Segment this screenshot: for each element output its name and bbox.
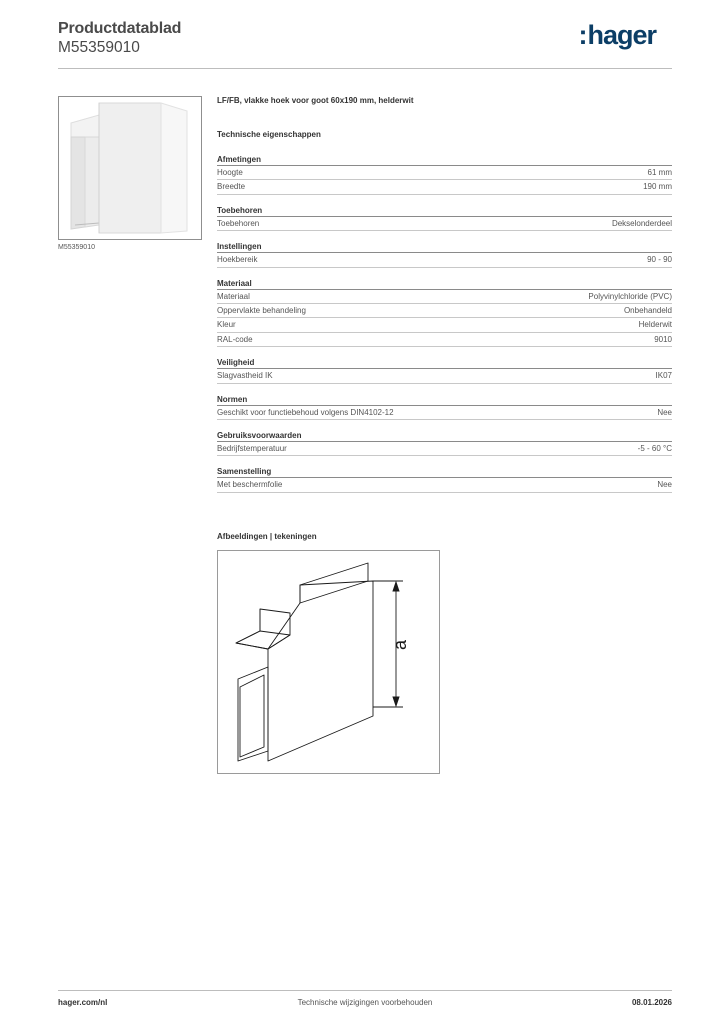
property-label: Geschikt voor functiebehoud volgens DIN4102-12 xyxy=(217,407,394,417)
property-row xyxy=(217,442,672,456)
property-row xyxy=(217,253,672,267)
property-label: RAL-code xyxy=(217,334,253,344)
section-afmetingen xyxy=(217,154,672,195)
section-title: Instellingen xyxy=(217,241,672,253)
property-row xyxy=(217,478,672,492)
hager-logo xyxy=(578,20,656,51)
property-value: -5 - 60 °C xyxy=(637,443,672,453)
section-title: Samenstelling xyxy=(217,466,672,478)
product-details xyxy=(217,96,672,493)
property-value: 90 - 90 xyxy=(647,255,672,265)
page-header xyxy=(58,20,672,68)
footer-date: 08.01.2026 xyxy=(631,998,672,1007)
property-label: Met beschermfolie xyxy=(217,480,283,490)
property-value: IK07 xyxy=(655,371,672,381)
corner-drawing-icon xyxy=(218,551,439,773)
product-description: LF/FB, vlakke hoek voor goot 60x190 mm, helderwit xyxy=(217,96,414,105)
property-value: Onbehandeld xyxy=(623,305,672,315)
property-label: Bedrijfstemperatuur xyxy=(217,443,287,453)
logo-text: hager xyxy=(587,20,656,50)
property-value: Nee xyxy=(657,407,672,417)
section-title: Normen xyxy=(217,394,672,406)
property-value: Dekselonderdeel xyxy=(611,218,672,228)
section-title: Afmetingen xyxy=(217,154,672,166)
property-label: Hoekbereik xyxy=(217,255,258,265)
section-title: Gebruiksvoorwaarden xyxy=(217,430,672,442)
property-row xyxy=(217,406,672,420)
section-materiaal xyxy=(217,278,672,348)
property-row xyxy=(217,217,672,231)
property-row xyxy=(217,304,672,318)
section-title: Veiligheid xyxy=(217,357,672,369)
product-photo-icon xyxy=(59,97,202,240)
property-label: Materiaal xyxy=(217,291,250,301)
thumbnail-caption: M55359010 xyxy=(58,244,95,251)
property-value: 9010 xyxy=(654,334,672,344)
technical-properties-title: Technische eigenschappen xyxy=(217,130,321,139)
property-label: Kleur xyxy=(217,320,236,330)
property-row xyxy=(217,318,672,332)
footer-website-link[interactable]: hager.com/nl xyxy=(58,998,108,1007)
property-label: Breedte xyxy=(217,182,246,192)
section-toebehoren xyxy=(217,205,672,231)
property-value: 61 mm xyxy=(647,168,672,177)
property-row xyxy=(217,290,672,304)
property-row xyxy=(217,333,672,347)
property-label: Hoogte xyxy=(217,168,243,177)
product-thumbnail xyxy=(58,96,202,240)
header-divider xyxy=(58,68,672,69)
property-row xyxy=(217,166,672,180)
section-veiligheid xyxy=(217,357,672,383)
property-value: Polyvinylchloride (PVC) xyxy=(588,291,672,301)
dimension-label: a xyxy=(390,639,410,650)
technical-drawing xyxy=(217,550,440,774)
section-gebruiksvoorwaarden xyxy=(217,430,672,456)
property-label: Slagvastheid IK xyxy=(217,371,273,381)
property-row xyxy=(217,180,672,194)
product-code: M55359010 xyxy=(58,39,140,56)
images-title: Afbeeldingen | tekeningen xyxy=(217,532,317,541)
property-value: 190 mm xyxy=(643,182,672,192)
section-instellingen xyxy=(217,241,672,267)
section-normen xyxy=(217,394,672,420)
section-title: Materiaal xyxy=(217,278,672,290)
property-label: Oppervlakte behandeling xyxy=(217,305,306,315)
property-row xyxy=(217,369,672,383)
logo-prefix: : xyxy=(578,20,587,50)
section-title: Toebehoren xyxy=(217,205,672,217)
footer-disclaimer: Technische wijzigingen voorbehouden xyxy=(297,998,433,1007)
property-value: Helderwit xyxy=(638,320,672,330)
property-label: Toebehoren xyxy=(217,218,260,228)
section-samenstelling xyxy=(217,466,672,492)
footer-divider xyxy=(58,990,672,991)
property-value: Nee xyxy=(657,480,672,490)
document-title: Productdatablad xyxy=(58,20,182,37)
